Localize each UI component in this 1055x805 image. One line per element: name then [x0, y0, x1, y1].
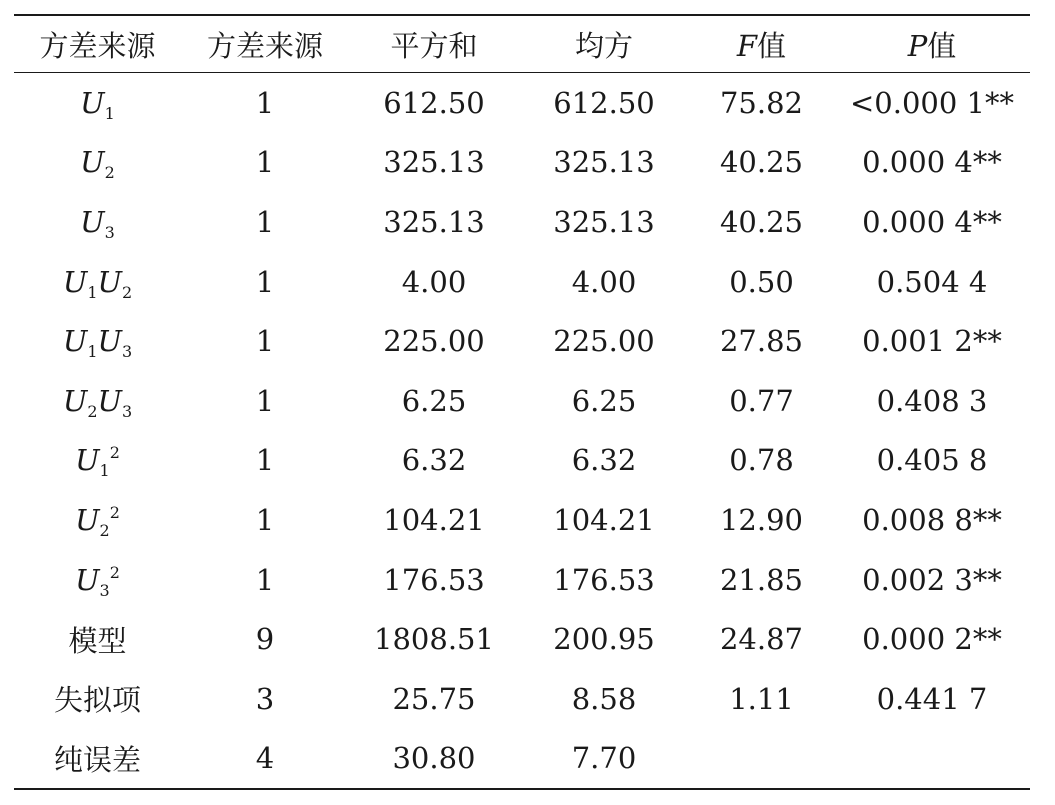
- source-subscript: 1: [87, 342, 98, 362]
- cell-sum-of-squares: 30.80: [392, 741, 476, 776]
- cell-df: 1: [255, 204, 275, 239]
- table-body: [14, 73, 1030, 788]
- cell-sum-of-squares: 325.13: [383, 204, 485, 239]
- table-row: [14, 311, 1030, 371]
- table-row: [14, 133, 1030, 193]
- table-row: [14, 431, 1030, 491]
- source-subscript: 3: [121, 401, 133, 421]
- anova-table-body: [14, 73, 1030, 788]
- source-variable: U: [80, 145, 105, 180]
- source-subscript: 2: [104, 163, 115, 183]
- cell-f-value: 27.85: [719, 324, 804, 359]
- header-df: 方差来源: [206, 28, 323, 63]
- source-variable: U: [75, 562, 100, 597]
- table-header: [14, 16, 1030, 72]
- source-variable: U: [62, 324, 88, 359]
- cell-f-value: 40.25: [719, 204, 804, 239]
- source-variable: U: [97, 264, 122, 299]
- cell-source: [14, 431, 181, 491]
- table-row: [14, 252, 1030, 312]
- cell-mean-square: 200.95: [553, 622, 655, 657]
- cell-p-value: 0.408 3: [876, 383, 988, 418]
- cell-f-value: 24.87: [719, 622, 804, 657]
- table-row: [14, 550, 1030, 610]
- cell-sum-of-squares: 4.00: [401, 264, 467, 299]
- table-row: [14, 669, 1030, 729]
- cell-p-value: [834, 729, 1030, 789]
- cell-sum-of-squares: 6.25: [401, 383, 467, 418]
- cell-df: 1: [255, 324, 275, 359]
- cell-p-value: 0.002 3**: [862, 562, 1002, 597]
- table-row: [14, 73, 1030, 133]
- cell-mean-square: 6.25: [571, 383, 637, 418]
- source-superscript: 2: [109, 443, 120, 463]
- source-variable: U: [62, 383, 88, 418]
- cell-source: [14, 729, 181, 789]
- cell-mean-square: 6.32: [571, 443, 637, 478]
- cell-df: 1: [255, 145, 275, 180]
- cell-source: [14, 371, 181, 431]
- table-row: [14, 192, 1030, 252]
- header-p-letter: P: [907, 28, 928, 63]
- source-subscript: 2: [121, 282, 133, 302]
- cell-mean-square: 4.00: [571, 264, 637, 299]
- table-row: [14, 609, 1030, 669]
- cell-df: 1: [255, 383, 275, 418]
- anova-table: [14, 16, 1030, 72]
- cell-p-value: 0.504 4: [876, 264, 988, 299]
- header-mean-square: 均方: [574, 28, 633, 63]
- cell-f-value: [689, 729, 834, 789]
- source-subscript: 1: [87, 282, 98, 302]
- cell-p-value: 0.405 8: [876, 443, 988, 478]
- cell-source: [14, 550, 181, 610]
- source-label: 失拟项: [53, 683, 141, 718]
- cell-sum-of-squares: 325.13: [383, 145, 485, 180]
- source-label: 纯误差: [53, 742, 141, 777]
- cell-p-value: <0.000 1**: [850, 85, 1014, 120]
- source-variable: U: [75, 502, 100, 537]
- source-label: 模型: [68, 623, 127, 658]
- cell-source: [14, 73, 181, 133]
- header-f-suffix: 值: [757, 28, 787, 63]
- cell-df: 3: [255, 681, 275, 716]
- source-variable: U: [62, 264, 88, 299]
- cell-df: 4: [255, 741, 275, 776]
- cell-f-value: 21.85: [719, 562, 804, 597]
- source-variable: U: [80, 204, 105, 239]
- cell-f-value: 1.11: [729, 681, 794, 716]
- table-row: [14, 371, 1030, 431]
- cell-source: [14, 311, 181, 371]
- source-subscript: 3: [99, 580, 110, 600]
- header-f-letter: F: [736, 28, 758, 63]
- table-row: [14, 729, 1030, 789]
- source-variable: U: [97, 383, 122, 418]
- cell-f-value: 75.82: [719, 85, 804, 120]
- table-row: [14, 490, 1030, 550]
- header-source: 方差来源: [39, 28, 156, 63]
- header-f-value: [689, 16, 834, 72]
- cell-f-value: 0.78: [729, 443, 794, 478]
- source-variable: U: [80, 85, 105, 120]
- source-superscript: 2: [109, 502, 120, 522]
- anova-table-container: [14, 14, 1030, 790]
- cell-df: 1: [255, 443, 275, 478]
- cell-p-value: 0.441 7: [876, 681, 988, 716]
- source-variable: U: [97, 324, 122, 359]
- cell-mean-square: 225.00: [553, 324, 655, 359]
- source-subscript: 1: [99, 461, 110, 481]
- cell-f-value: 40.25: [719, 145, 804, 180]
- source-subscript: 3: [104, 222, 115, 242]
- source-subscript: 2: [87, 401, 98, 421]
- cell-p-value: 0.000 2**: [862, 622, 1002, 657]
- cell-sum-of-squares: 104.21: [383, 502, 485, 537]
- cell-mean-square: 8.58: [571, 681, 637, 716]
- source-subscript: 3: [121, 342, 133, 362]
- source-variable: U: [75, 443, 100, 478]
- cell-f-value: 12.90: [719, 502, 804, 537]
- cell-source: [14, 252, 181, 312]
- cell-p-value: 0.000 4**: [862, 204, 1002, 239]
- source-subscript: 2: [99, 520, 110, 540]
- source-subscript: 1: [104, 103, 115, 123]
- cell-mean-square: 325.13: [553, 145, 655, 180]
- cell-sum-of-squares: 225.00: [383, 324, 485, 359]
- cell-df: 1: [255, 502, 275, 537]
- cell-mean-square: 104.21: [553, 502, 655, 537]
- cell-p-value: 0.008 8**: [862, 502, 1002, 537]
- cell-sum-of-squares: 176.53: [383, 562, 485, 597]
- cell-mean-square: 176.53: [553, 562, 655, 597]
- cell-mean-square: 612.50: [553, 85, 655, 120]
- cell-f-value: 0.77: [729, 383, 794, 418]
- cell-f-value: 0.50: [729, 264, 794, 299]
- header-p-value: [834, 16, 1030, 72]
- cell-sum-of-squares: 25.75: [392, 681, 476, 716]
- cell-source: [14, 192, 181, 252]
- cell-mean-square: 7.70: [571, 741, 637, 776]
- cell-sum-of-squares: 612.50: [383, 85, 485, 120]
- cell-df: 9: [255, 622, 275, 657]
- source-superscript: 2: [109, 562, 120, 582]
- header-row: [14, 16, 1030, 72]
- header-p-suffix: 值: [927, 28, 957, 63]
- cell-sum-of-squares: 1808.51: [374, 622, 494, 657]
- cell-source: [14, 609, 181, 669]
- cell-mean-square: 325.13: [553, 204, 655, 239]
- header-sum-of-squares: 平方和: [390, 28, 478, 63]
- cell-df: 1: [255, 85, 275, 120]
- cell-source: [14, 133, 181, 193]
- cell-p-value: 0.000 4**: [862, 145, 1002, 180]
- cell-df: 1: [255, 264, 275, 299]
- cell-sum-of-squares: 6.32: [401, 443, 467, 478]
- cell-p-value: 0.001 2**: [862, 324, 1002, 359]
- cell-source: [14, 669, 181, 729]
- bottom-rule: [14, 788, 1030, 790]
- cell-df: 1: [255, 562, 275, 597]
- cell-source: [14, 490, 181, 550]
